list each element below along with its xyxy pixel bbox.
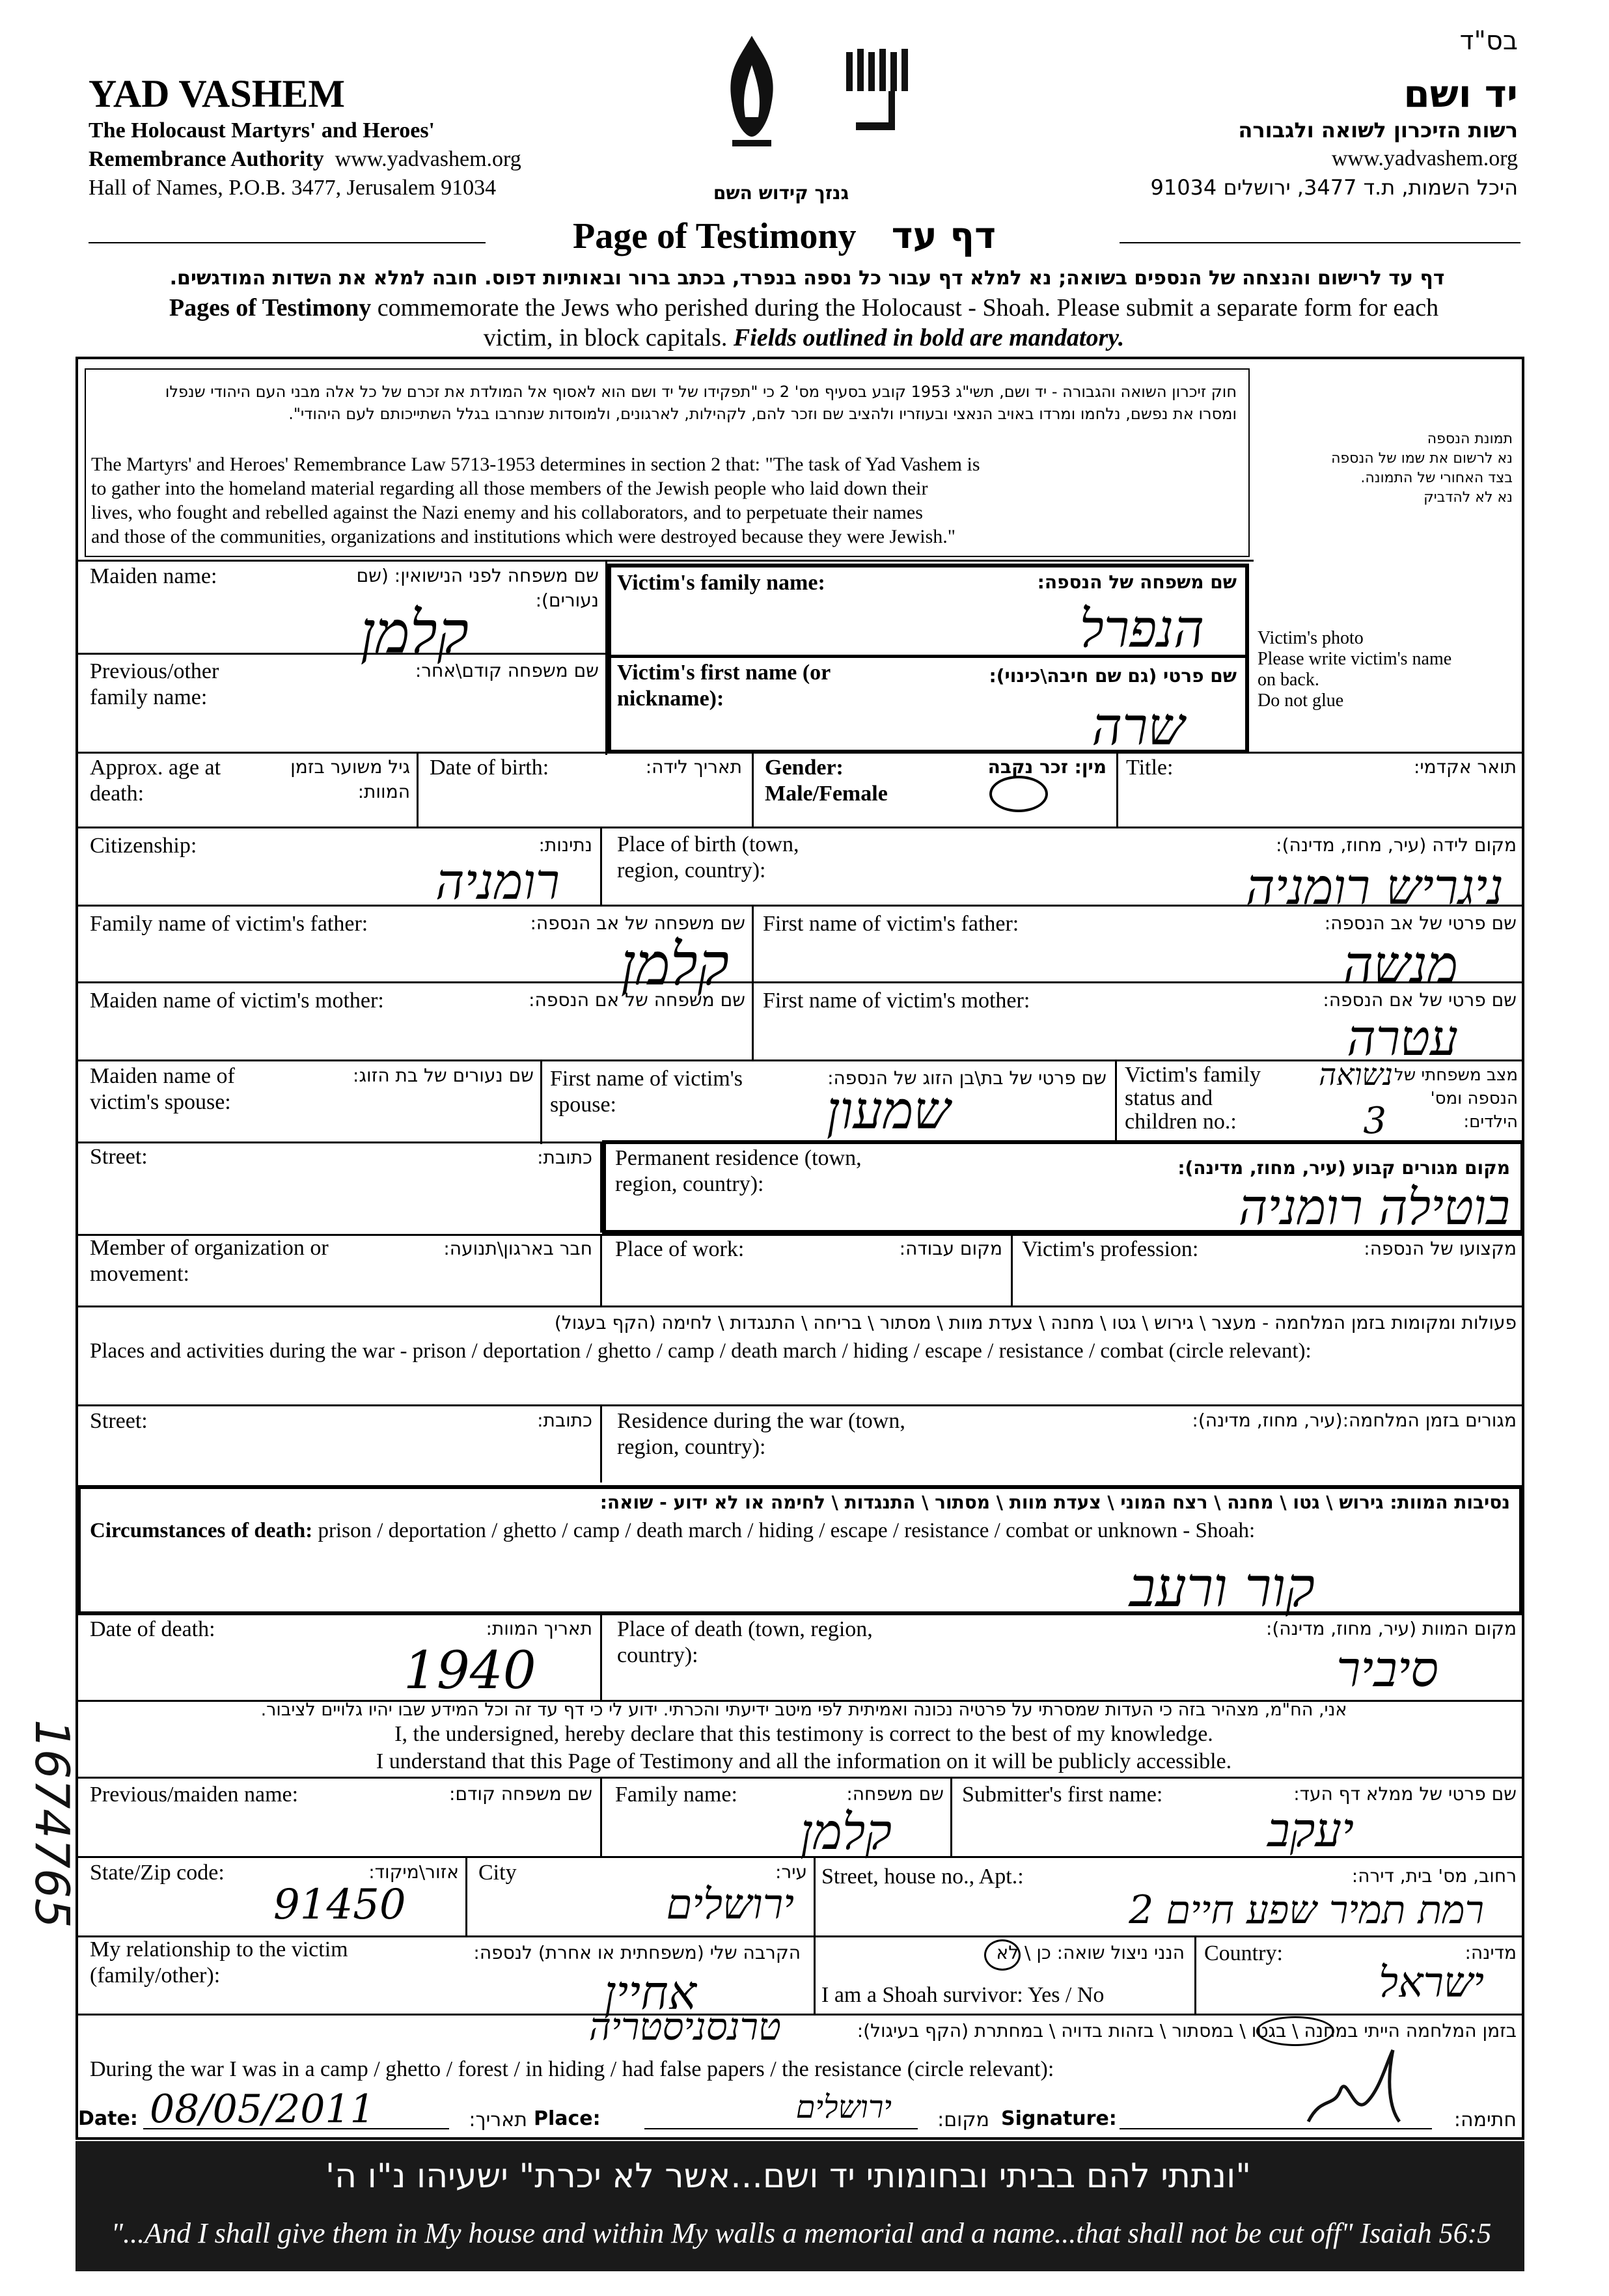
activities-label: Places and activities during the war - prison / deportation / ghetto / camp / death march / hiding / escape / resistance / combat (circle relevant): bbox=[90, 1339, 1312, 1363]
profession-label-he: מקצועו של הנספה: bbox=[1364, 1238, 1517, 1259]
street-house-value[interactable]: רמת תמיר שפע חיים 2 bbox=[1129, 1887, 1484, 1933]
circumstances-label bbox=[90, 1518, 1522, 1544]
rule bbox=[76, 827, 1524, 828]
date-value[interactable]: 08/05/2011 bbox=[150, 2086, 375, 2132]
place-of-death-value[interactable]: סיביר bbox=[1336, 1640, 1438, 1698]
rule bbox=[1011, 1234, 1013, 1305]
victim-family-name-value[interactable]: הנפרל bbox=[1079, 599, 1204, 659]
perm-residence-label: Permanent residence (town, region, country): bbox=[615, 1146, 862, 1196]
org-he-block bbox=[1062, 72, 1518, 202]
photo-l2: Please write victim's name bbox=[1258, 649, 1452, 669]
city-label-he: עיר: bbox=[775, 1861, 807, 1883]
rule bbox=[950, 1777, 952, 1856]
city-label: City bbox=[478, 1861, 517, 1885]
declaration-he: אני, הח"מ, מצהיר בזה כי העדות שמסרתי על פרטיה נכונה ואמיתית לפי מיטב ידיעתי והכרתי. ידוע לי כי דף עד זה וכל המידע שבו יהיו גלויים לציבור. bbox=[260, 1700, 1347, 1720]
place-value[interactable]: ירושלים bbox=[795, 2089, 892, 2125]
spouse-first-label-he: שם פרטי של בת\בן הזוג של הנספה: bbox=[827, 1067, 1107, 1089]
org-he-addr: היכל השמות, ת.ד 3477, ירושלים 91034 bbox=[1150, 175, 1518, 200]
survivor-yes-circle[interactable] bbox=[984, 1939, 1021, 1971]
place-of-death-label-he: מקום המוות (עיר, מחוז, מדינה): bbox=[1265, 1618, 1517, 1639]
photo-he-4: נא לא להדביק bbox=[1423, 489, 1513, 506]
org-en-addr: Hall of Names, P.O.B. 3477, Jerusalem 91034 bbox=[89, 176, 497, 200]
country-label-he: מדינה: bbox=[1465, 1942, 1517, 1963]
rule bbox=[417, 752, 419, 827]
org-en-block bbox=[89, 72, 521, 202]
org-en-sub1: The Holocaust Martyrs' and Heroes' bbox=[89, 118, 435, 143]
law-en-3: lives, who fought and rebelled against the Nazi enemy and his collaborators, and to perpetuate their names bbox=[91, 502, 923, 523]
rule bbox=[1194, 1935, 1196, 2014]
relationship-value[interactable]: אחיין bbox=[604, 1965, 696, 2020]
submitter-family-label-he: שם משפחה: bbox=[846, 1783, 944, 1805]
photo-l3: on back. bbox=[1258, 670, 1319, 690]
rule bbox=[76, 1856, 1524, 1858]
profession-label: Victim's profession: bbox=[1022, 1237, 1199, 1261]
rule bbox=[600, 1234, 602, 1305]
photo-he-3: בצד האחורי של התמונה. bbox=[1360, 470, 1513, 486]
rule bbox=[465, 1856, 467, 1935]
circumstances-label-bold: Circumstances of death: bbox=[90, 1519, 313, 1542]
street-house-label: Street, house no., Apt.: bbox=[821, 1865, 1024, 1889]
photo-area-label bbox=[1258, 628, 1451, 711]
date-label-he: תאריך: bbox=[469, 2109, 527, 2131]
maiden-name-label: Maiden name: bbox=[90, 564, 217, 588]
law-he bbox=[98, 381, 1237, 425]
spouse-first-value[interactable]: שמעון bbox=[826, 1080, 950, 1141]
perm-residence-value[interactable]: בוטילה רומניה bbox=[1238, 1178, 1510, 1236]
place-of-work-label-he: מקום עבודה: bbox=[899, 1238, 1002, 1259]
rule bbox=[752, 752, 754, 827]
zip-label: State/Zip code: bbox=[90, 1861, 225, 1885]
place-of-work-label: Place of work: bbox=[615, 1237, 745, 1261]
father-family-label: Family name of victim's father: bbox=[90, 912, 368, 936]
law-he-2: ומסרו את נפשם, נלחמו ומרדו באויב הנאצי ובעוזריו ולהציב שם וזכר להם, לקהילות, לארגונים, ולמוסדות שנחרבו בגלל השתייכותם לעם היהודי". bbox=[288, 405, 1237, 423]
place-label-he: מקום: bbox=[937, 2109, 989, 2131]
street-house-label-he: רחוב, מס' בית, דירה: bbox=[1351, 1865, 1517, 1887]
instructions-en-2: victim, in block capitals. bbox=[483, 324, 734, 351]
dob-label: Date of birth: bbox=[430, 756, 549, 780]
rule bbox=[1116, 752, 1118, 827]
circumstances-label-he: נסיבות המוות: גירוש \ גטו \ מחנה \ רצח המוני \ צעדת מוות \ מסתור \ התנגדות \ לחימה או לא ידוע - שואה: bbox=[599, 1492, 1510, 1513]
citizenship-value[interactable]: רומניה bbox=[435, 853, 560, 910]
banner-he: "ונתתי להם בביתי ובחומותי יד ושם...אשר לא יכרת" ישעיהו נ"ו ה' bbox=[325, 2157, 1252, 2196]
mother-first-value[interactable]: עטרה bbox=[1347, 1009, 1458, 1067]
title-rule-right bbox=[1120, 242, 1520, 243]
survivor-label-he: הנני ניצול שואה: כן \ לא bbox=[996, 1942, 1185, 1963]
rule bbox=[540, 1059, 542, 1144]
law-en-1: The Martyrs' and Heroes' Remembrance Law 5713-1953 determines in section 2 that: "The task of Yad Vashem is bbox=[91, 454, 980, 475]
date-label: Date: bbox=[78, 2107, 138, 2130]
rule bbox=[76, 1777, 1524, 1779]
organization-label-he: חבר בארגון\תנועה: bbox=[443, 1238, 592, 1259]
victim-first-name-label-he: שם פרטי (גם שם חיבה\כינוי): bbox=[989, 665, 1237, 687]
rule bbox=[600, 1777, 602, 1856]
mother-maiden-label: Maiden name of victim's mother: bbox=[90, 989, 384, 1013]
spouse-first-label: First name of victim's spouse: bbox=[550, 1067, 743, 1117]
submitter-prev-name-label: Previous/maiden name: bbox=[90, 1783, 299, 1807]
place-label: Place: bbox=[534, 2107, 601, 2130]
banner-en: "...And I shall give them in My house and within My walls a memorial and a name...that shall not be cut off" Isaiah 56:5 bbox=[111, 2217, 1492, 2249]
rule bbox=[76, 560, 1254, 562]
rule bbox=[1115, 1059, 1117, 1144]
country-label: Country: bbox=[1204, 1941, 1283, 1965]
org-en-name: YAD VASHEM bbox=[89, 72, 346, 115]
activities-label-he: פעולות ומקומות בזמן המלחמה - מעצר \ גירוש \ גטו \ מחנה \ צעדת מוות \ מסתור \ בריחה \ התנגדות \ לחימה (הקף בעגול) bbox=[554, 1312, 1517, 1333]
circumstances-label-rest: prison / deportation / ghetto / camp / death march / hiding / escape / resistance / combat or unknown - Shoah: bbox=[312, 1519, 1256, 1542]
logo-caption: גנזך קידוש השם bbox=[713, 182, 849, 204]
dob-label-he: תאריך לידה: bbox=[645, 756, 742, 778]
rule bbox=[76, 905, 1524, 907]
law-en-2: to gather into the homeland material regarding all those members of the Jewish people who laid down their bbox=[91, 478, 928, 499]
rule bbox=[600, 1615, 602, 1700]
title-en: Page of Testimony bbox=[573, 216, 857, 256]
country-value[interactable]: ישראל bbox=[1379, 1959, 1484, 2007]
place-of-birth-label: Place of birth (town, region, country): bbox=[617, 832, 799, 882]
zip-value[interactable]: 91450 bbox=[273, 1881, 406, 1929]
mother-first-label: First name of victim's mother: bbox=[763, 989, 1030, 1013]
photo-l1: Victim's photo bbox=[1258, 628, 1364, 648]
victim-first-name-value[interactable]: שרה bbox=[1092, 696, 1185, 757]
organization-label: Member of organization or movement: bbox=[90, 1236, 329, 1286]
instructions-en-mandatory: Fields outlined in bold are mandatory. bbox=[733, 324, 1125, 351]
zip-label-he: אזור\מיקוד: bbox=[368, 1861, 459, 1883]
place-of-death-label: Place of death (town, region, country): bbox=[617, 1617, 873, 1667]
page-title bbox=[573, 215, 996, 257]
mother-maiden-label-he: שם משפחה של אם הנספה: bbox=[529, 989, 745, 1011]
prev-family-name-label: Previous/other family name: bbox=[90, 659, 219, 709]
rule bbox=[76, 1305, 1524, 1307]
relationship-label: My relationship to the victim (family/other): bbox=[90, 1937, 348, 1988]
rule bbox=[600, 1404, 602, 1483]
date-of-death-label: Date of death: bbox=[90, 1617, 215, 1641]
org-en-sub2: Remembrance Authority bbox=[89, 147, 324, 171]
family-status-label-he: מצב משפחתי של הנספה ומס' הילדים: bbox=[1394, 1065, 1518, 1132]
place-of-birth-value[interactable]: ניגריש רומניה bbox=[1246, 858, 1504, 916]
submitter-family-label: Family name: bbox=[615, 1783, 737, 1807]
instructions-en-1: commemorate the Jews who perished during the Holocaust - Shoah. Please submit a separate form for each bbox=[371, 294, 1439, 321]
maiden-name-value[interactable]: קלמן bbox=[360, 599, 469, 667]
age-at-death-label-he: גיל משוער בזמן המוות: bbox=[290, 756, 410, 802]
law-en-4: and those of the communities, organizations and institutions which were destroyed because they were Jewish." bbox=[91, 526, 956, 547]
flame-logo bbox=[713, 33, 791, 163]
spouse-maiden-label: Maiden name of victim's spouse: bbox=[90, 1064, 235, 1114]
org-he-web: www.yadvashem.org bbox=[1331, 146, 1518, 171]
submitter-first-value[interactable]: יעקב bbox=[1267, 1803, 1354, 1857]
signature-mark[interactable] bbox=[1295, 2037, 1425, 2135]
city-value[interactable]: ירושלים bbox=[666, 1881, 794, 1929]
war-location-label: During the war I was in a camp / ghetto / forest / in hiding / had false papers / the resistance (circle relevant): bbox=[90, 2057, 1054, 2081]
date-of-death-label-he: תאריך המוות: bbox=[486, 1618, 592, 1639]
title-label-he: תואר אקדמי: bbox=[1413, 756, 1517, 778]
submitter-family-value[interactable]: קלמן bbox=[800, 1803, 892, 1861]
declaration-en bbox=[91, 1721, 1517, 1775]
rule bbox=[76, 752, 1524, 754]
submitter-first-label-he: שם פרטי של ממלא דף העד: bbox=[1293, 1783, 1517, 1805]
family-status-value[interactable]: נשואה bbox=[1319, 1057, 1393, 1092]
relationship-label-he: הקרבה שלי (משפחתית או אחרת) לנספה: bbox=[473, 1942, 801, 1963]
rule bbox=[76, 981, 1524, 983]
photo-l4: Do not glue bbox=[1258, 690, 1344, 711]
family-status-label: Victim's family status and children no.: bbox=[1125, 1063, 1261, 1134]
gender-female-circle[interactable] bbox=[989, 776, 1048, 812]
war-street-label-he: כתובת: bbox=[537, 1410, 592, 1431]
age-at-death-label: Approx. age at death: bbox=[90, 756, 221, 806]
gender-label: Gender: Male/Female bbox=[765, 756, 888, 806]
father-family-value[interactable]: קלמן bbox=[620, 931, 729, 999]
margin-number: 1674765 bbox=[25, 1719, 79, 1928]
date-of-death-value[interactable]: 1940 bbox=[404, 1640, 536, 1701]
citizenship-label: Citizenship: bbox=[90, 834, 197, 858]
instructions-en bbox=[91, 293, 1517, 353]
title-rule-left bbox=[89, 242, 486, 243]
spouse-maiden-label-he: שם נעורים של בת הזוג: bbox=[353, 1065, 534, 1086]
submitter-first-label: Submitter's first name: bbox=[962, 1783, 1163, 1807]
title-label: Title: bbox=[1126, 756, 1174, 780]
maiden-name-label-he: שם משפחה לפני הנישואין: (שם נעורים): bbox=[356, 565, 599, 611]
survivor-label: I am a Shoah survivor: Yes / No bbox=[821, 1983, 1105, 2007]
instructions-he: דף עד לרישום והנצחה של הנספים בשואה; נא למלא דף עבור כל נספה בנפרד, בכתב ברור ובאותיות דפוס. חובה למלא את השדות המודגשים. bbox=[169, 267, 1445, 290]
circumstances-value[interactable]: קור ורעב bbox=[1129, 1555, 1315, 1619]
photo-he-1: תמונת הנספה bbox=[1427, 431, 1513, 447]
law-he-1: חוק זיכרון השואה והגבורה - יד ושם, תשי"ג 1953 קובע בסעיף מס' 2 כי "תפקידו של יד ושם הוא לאסוף אל המולדת את זכרם של כל אלה מבני העם היהודי שנפלו bbox=[165, 383, 1237, 401]
signature-label-he: חתימה: bbox=[1453, 2109, 1517, 2131]
declaration-en-1: I, the undersigned, hereby declare that this testimony is correct to the best of my knowledge. bbox=[394, 1722, 1213, 1746]
top-right-mark: בס"ד bbox=[1459, 26, 1518, 56]
war-street-label: Street: bbox=[90, 1409, 148, 1433]
war-residence-label: Residence during the war (town, region, country): bbox=[617, 1409, 905, 1459]
victim-first-name-label: Victim's first name (or nickname): bbox=[617, 661, 831, 711]
rule bbox=[76, 1404, 1524, 1406]
org-he-sub: רשות הזיכרון לשואה ולגבורה bbox=[1238, 118, 1518, 143]
war-location-label-he: בזמן המלחמה הייתי במחנה \ בגטו \ במסתור \ בזהות בדויה \ במחתרת (הקף בעיגול): bbox=[857, 2020, 1517, 2042]
prev-family-name-label-he: שם משפחה קודם\אחר: bbox=[415, 660, 599, 681]
rule bbox=[76, 2014, 1524, 2016]
street-label: Street: bbox=[90, 1145, 148, 1169]
citizenship-label-he: נתינות: bbox=[538, 834, 592, 856]
rule bbox=[600, 827, 602, 905]
title-he: דף עד bbox=[891, 215, 996, 257]
place-of-birth-label-he: מקום לידה (עיר, מחוז, מדינה): bbox=[1276, 834, 1517, 856]
war-location-value[interactable]: טרנסניסטריה bbox=[588, 2004, 781, 2049]
instructions-en-bold: Pages of Testimony bbox=[169, 294, 372, 321]
declaration-en-2: I understand that this Page of Testimony and all the information on it will be publicly accessible. bbox=[376, 1749, 1232, 1773]
org-en-web: www.yadvashem.org bbox=[335, 147, 521, 171]
father-first-label: First name of victim's father: bbox=[763, 912, 1019, 936]
quote-banner bbox=[76, 2141, 1524, 2271]
rule bbox=[814, 1856, 816, 1935]
photo-note-he bbox=[1265, 430, 1513, 508]
submitter-prev-name-label-he: שם משפחה קודם: bbox=[449, 1783, 592, 1805]
signature-label: Signature: bbox=[1001, 2107, 1117, 2130]
victim-family-name-label-he: שם משפחה של הנספה: bbox=[1037, 571, 1237, 593]
mother-first-label-he: שם פרטי של אם הנספה: bbox=[1323, 989, 1517, 1011]
gender-label-he: מין: זכר נקבה bbox=[987, 756, 1107, 778]
org-he-name: יד ושם bbox=[1403, 72, 1518, 116]
father-family-label-he: שם משפחה של אב הנספה: bbox=[530, 912, 745, 934]
victim-family-name-label: Victim's family name: bbox=[617, 571, 825, 595]
photo-he-2: נא לרשום את שמו של הנספה bbox=[1331, 450, 1513, 467]
perm-residence-label-he: מקום מגורים קבוע (עיר, מחוז, מדינה): bbox=[1177, 1157, 1510, 1179]
menorah-logo bbox=[843, 46, 915, 143]
street-label-he: כתובת: bbox=[537, 1147, 592, 1168]
father-first-value[interactable]: מנשה bbox=[1343, 935, 1458, 995]
war-residence-label-he: מגורים בזמן המלחמה:(עיר, מחוז, מדינה): bbox=[1192, 1410, 1517, 1431]
children-count-value[interactable]: 3 bbox=[1363, 1100, 1386, 1142]
rule bbox=[644, 2128, 918, 2129]
father-first-label-he: שם פרטי של אב הנספה: bbox=[1324, 912, 1517, 934]
law-en bbox=[91, 452, 1243, 549]
rule bbox=[814, 1935, 816, 2014]
